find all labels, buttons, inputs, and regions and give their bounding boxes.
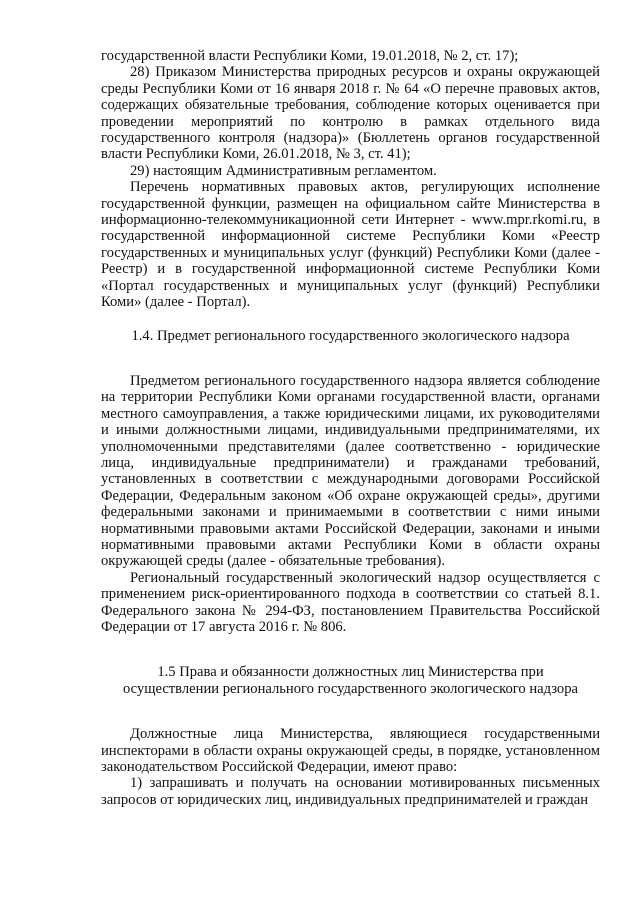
document-body [101, 48, 600, 808]
paragraph-supervision-subject: Предметом регионального государственного надзора является соблюдение на территории Республики Коми органами государственной власти, органами местного самоуправления, а также юридическими лицами, их руководителями и иными должностными лицами, индивидуальными предпринимателями, их уполномоченными представителями (далее соответственно - юридические лица, индивидуальные предприниматели) и гражданами требований, установленных в соответствии с международными договорами Российской Федерации, Федеральным законом «Об охране окружающей среды», другими федеральными законами и принимаемыми в соответствии с ними иными нормативными правовыми актами Российской Федерации, законами и иными нормативными правовыми актами Республики Коми в области охраны окружающей среды (далее - обязательные требования). [101, 372, 600, 570]
section-heading-1-4: 1.4. Предмет регионального государственного экологического надзора [131, 327, 570, 344]
list-item-28: 28) Приказом Министерства природных ресурсов и охраны окружающей среды Республики Коми от 16 января 2018 г. № 64 «О перечне правовых актов, содержащих обязательные требования, соблюдение которых оценивается при проведении мероприятий по контролю в рамках отдельного вида государственного контроля (надзора)» (Бюллетень органов государственной власти Республики Коми, 26.01.2018, № 3, ст. 41); [101, 64, 600, 163]
section-heading-1-5-line-1: 1.5 Права и обязанности должностных лиц Министерства при [157, 664, 544, 681]
list-item-29: 29) настоящим Административным регламентом. [130, 162, 437, 179]
paragraph-continuation: государственной власти Республики Коми, 19.01.2018, № 2, ст. 17); [101, 48, 519, 64]
list-item-right-1: 1) запрашивать и получать на основании мотивированных письменных запросов от юридических лиц, индивидуальных предпринимателей и граждан [101, 775, 600, 808]
paragraph-risk-approach: Региональный государственный экологический надзор осуществляется с применением риск-ориентированного подхода в соответствии со статьей 8.1. Федерального закона № 294-ФЗ, постановлением Правительства Российской Федерации от 17 августа 2016 г. № 806. [101, 569, 600, 635]
paragraph-legal-acts-list: Перечень нормативных правовых актов, регулирующих исполнение государственной функции, размещен на официальном сайте Министерства в информационно-телекоммуникационной сети Интернет - www.mpr.rkomi.ru, в государственной информационной системе Республики Коми «Реестр государственных и муниципальных услуг (функций) Республики Коми (далее - Реестр) и в государственной информационной системе Республики Коми «Портал государственных и муниципальных услуг (функций) Республики Коми» (далее - Портал). [101, 179, 600, 311]
section-heading-1-5 [101, 664, 600, 697]
section-heading-1-5-line-2: осуществлении регионального государственного экологического надзора [123, 680, 578, 697]
paragraph-officials-rights: Должностные лица Министерства, являющиеся государственными инспекторами в области охраны окружающей среды, в порядке, установленном законодательством Российской Федерации, имеют право: [101, 726, 600, 776]
